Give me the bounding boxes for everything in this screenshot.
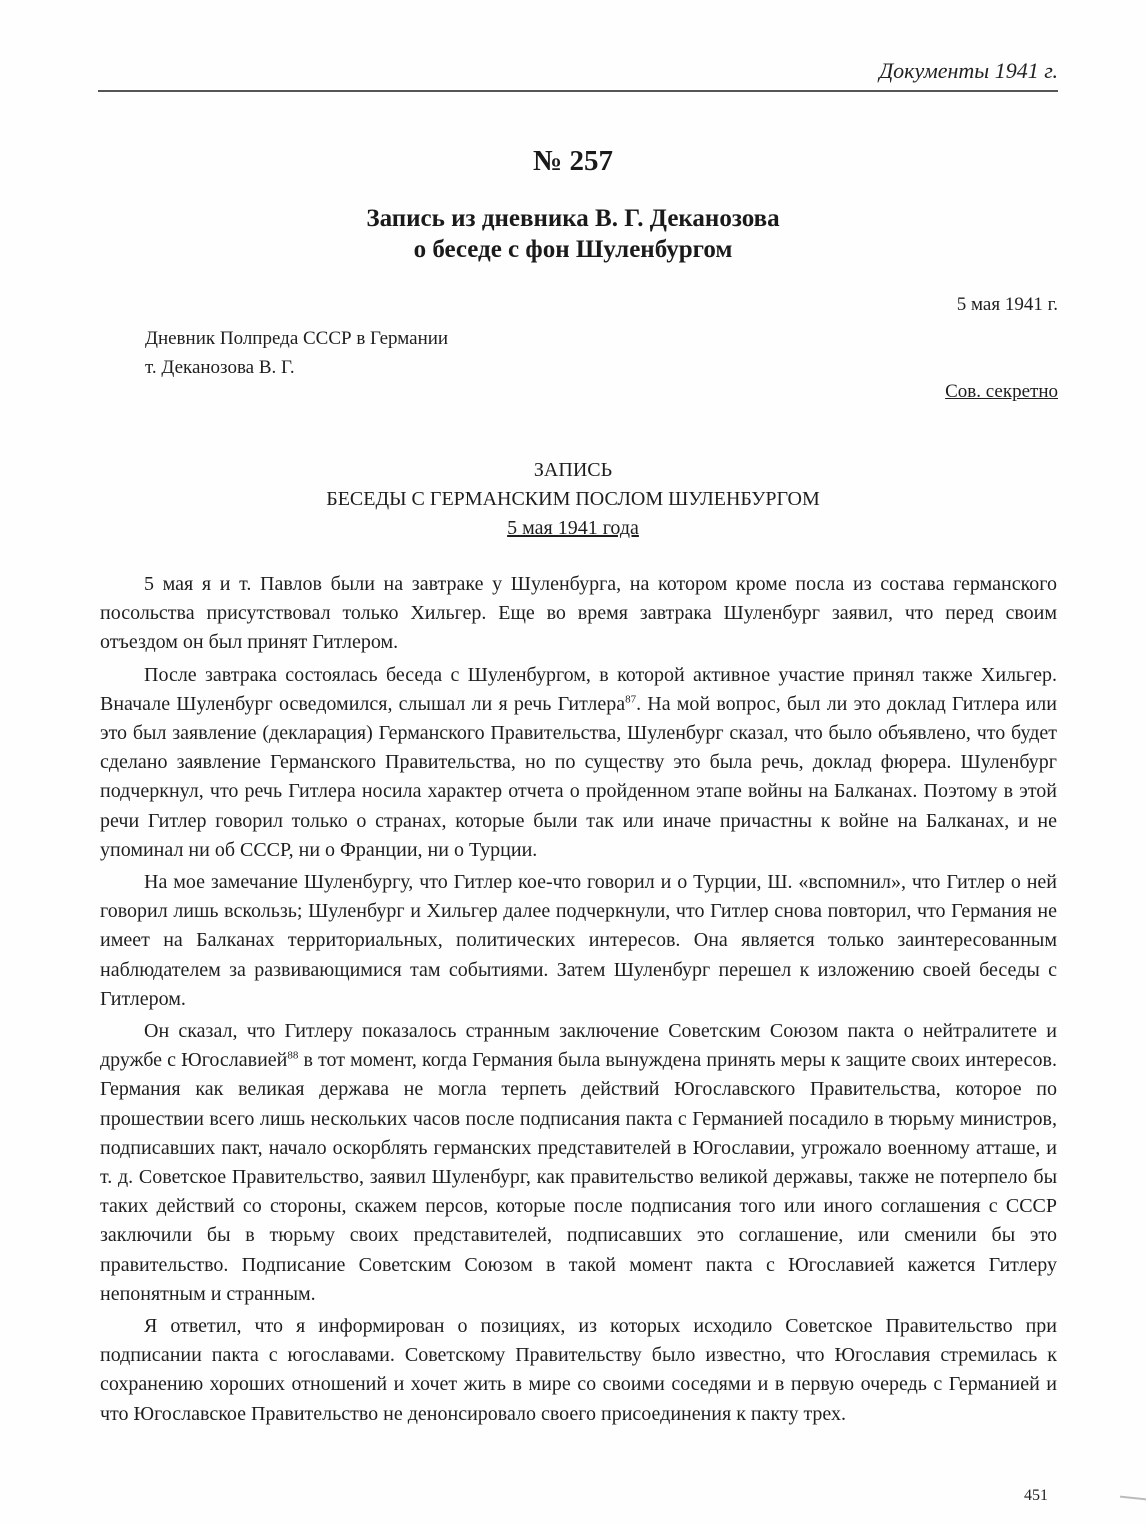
classification-stamp: Сов. секретно [945,381,1058,402]
source-line-2: т. Деканозова В. Г. [145,357,295,378]
paragraph: 5 мая я и т. Павлов были на завтраке у Шуленбурга, на котором кроме посла из состава германского посольства присутствовал только Хильгер. Еще во время завтрака Шуленбург заявил, что перед своим отъездом он был принят Гитлером. [100,573,1057,654]
document-date: 5 мая 1941 г. [956,294,1058,315]
document-source [145,324,448,382]
footnote-ref[interactable]: 87 [625,693,637,706]
scan-artifact [1120,1496,1146,1501]
running-head [98,56,1058,92]
page-number: 451 [1024,1487,1048,1504]
running-head-title: Документы 1941 г. [879,58,1058,83]
document-title [0,203,1146,265]
record-heading-line-1: ЗАПИСЬ [533,459,613,481]
source-line-1: Дневник Полпреда СССР в Германии [145,328,449,349]
paragraph [100,661,1057,865]
record-heading-date [0,514,1146,543]
paragraph [100,1017,1057,1309]
paragraph-text: в тот момент, когда Германия была вынуждена принять меры к защите своих интересов. Германия как великая держава не могла терпеть действий Югославского Правительства, которое по прошествии всего лишь нескольких часов после подписания пакта с Германией посадило в тюрьму министров, подписавших пакт, начало оскорблять германских представителей в Югославии, угрожало военному атташе, и т. д. Советское Правительство, заявил Шуленбург, как правительство великой державы, также не потерпело бы таких действий со стороны, скажем персов, которые после подписания того или иного соглашения с СССР заключили бы в тюрьму своих представителей, подписавших это соглашение, или сменили бы это правительство. Подписание Советским Союзом в такой момент пакта с Югославией кажется Гитлеру непонятным и странным. [100,1049,1057,1305]
record-heading-line-2: БЕСЕДЫ С ГЕРМАНСКИМ ПОСЛОМ ШУЛЕНБУРГОМ [326,488,820,510]
document-number: № 257 [533,145,613,177]
record-heading-date-text: 5 мая 1941 года [507,517,639,539]
paragraph: Я ответил, что я информирован о позициях, из которых исходило Советское Правительство при подписании пакта с югославами. Советскому Правительству было известно, что Югославия стремилась к сохранению хороших отношений и хочет жить в мире со своими соседями и в первую очередь с Германией и что Югославское Правительство не денонсировало своего присоединения к пакту трех. [100,1315,1057,1425]
record-heading [0,456,1146,543]
paragraph: На мое замечание Шуленбургу, что Гитлер кое-что говорил и о Турции, Ш. «вспомнил», что Гитлер о ней говорил лишь вскользь; Шуленбург и Хильгер далее подчеркнули, что Гитлер снова повторил, что Германия не имеет на Балканах территориальных, политических интересов. Она является только заинтересованным наблюдателем за развивающимися там событиями. Затем Шуленбург перешел к изложению своей беседы с Гитлером. [100,871,1057,1010]
paragraph-text: Он сказал, что Гитлеру показалось странным заключение Советским Союзом пакта о нейтралитете и дружбе с Югославией [100,1020,1057,1072]
paragraph-text: После завтрака состоялась беседа с Шуленбургом, в которой активное участие принял также Хильгер. Вначале Шуленбург осведомился, слышал ли я речь Гитлера [100,663,1057,715]
paragraph-text: . На мой вопрос, был ли это доклад Гитлера или это был заявление (декларация) Германского Правительства, Шуленбург сказал, что было объявлено, что будет сделано заявление Германского Правительства, но по существу это была речь, доклад фюрера. Шуленбург подчеркнул, что речь Гитлера носила характер отчета о пройденном этапе войны на Балканах. Поэтому в этой речи Гитлер говорил только о странах, которые были так или иначе причастны к войне на Балканах, и не упоминал ни об СССР, ни о Франции, ни о Турции. [100,692,1057,861]
document-title-line-2: о беседе с фон Шуленбургом [413,236,733,263]
document-title-line-1: Запись из дневника В. Г. Деканозова [366,205,780,232]
body-text [100,570,1057,1432]
footnote-ref[interactable]: 88 [287,1049,299,1062]
